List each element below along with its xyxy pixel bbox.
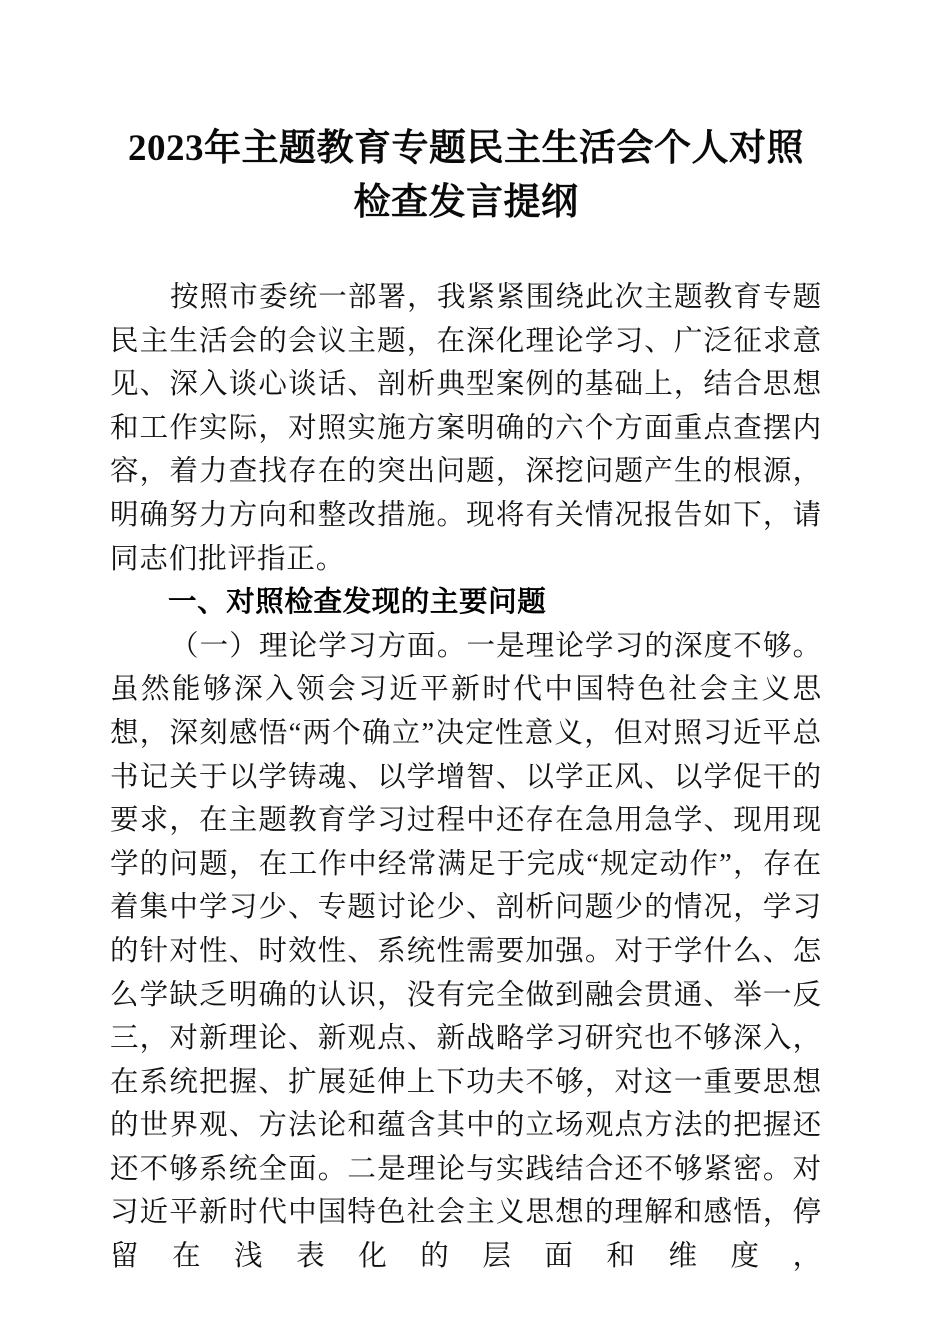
page-title: 2023年主题教育专题民主生活会个人对照检查发言提纲 bbox=[128, 128, 804, 223]
document-content-area bbox=[110, 0, 822, 1279]
title-spacer bbox=[110, 230, 822, 276]
subsection-paragraph-theory-study: （一）理论学习方面。一是理论学习的深度不够。虽然能够深入领会习近平新时代中国特色社会主义思想，深刻感悟“两个确立”决定性意义，但对照习近平总书记关于以学铸魂、以学增智、以学正风、以学促干的要求，在主题教育学习过程中还存在急用急学、现用现学的问题，在工作中经常满足于完成“规定动作”，存在着集中学习少、专题讨论少、剖析问题少的情况，学习的针对性、时效性、系统性需要加强。对于学什么、怎么学缺乏明确的认识，没有完全做到融会贯通、举一反三，对新理论、新观点、新战略学习研究也不够深入，在系统把握、扩展延伸上下功夫不够，对这一重要思想的世界观、方法论和蕴含其中的立场观点方法的把握还还不够系统全面。二是理论与实践结合还不够紧密。对习近平新时代中国特色社会主义思想的理解和感悟，停留在浅表化的层面和维度， bbox=[110, 630, 822, 1273]
opening-paragraph: 按照市委统一部署，我紧紧围绕此次主题教育专题民主生活会的会议主题，在深化理论学习、广泛征求意见、深入谈心谈话、剖析典型案例的基础上，结合思想和工作实际，对照实施方案明确的六个方面重点查摆内容，着力查找存在的突出问题，深挖问题产生的根源，明确努力方向和整改措施。现将有关情况报告如下，请同志们批评指正。 bbox=[110, 282, 822, 575]
section-heading-main-problems: 一、对照检查发现的主要问题 bbox=[168, 586, 547, 619]
